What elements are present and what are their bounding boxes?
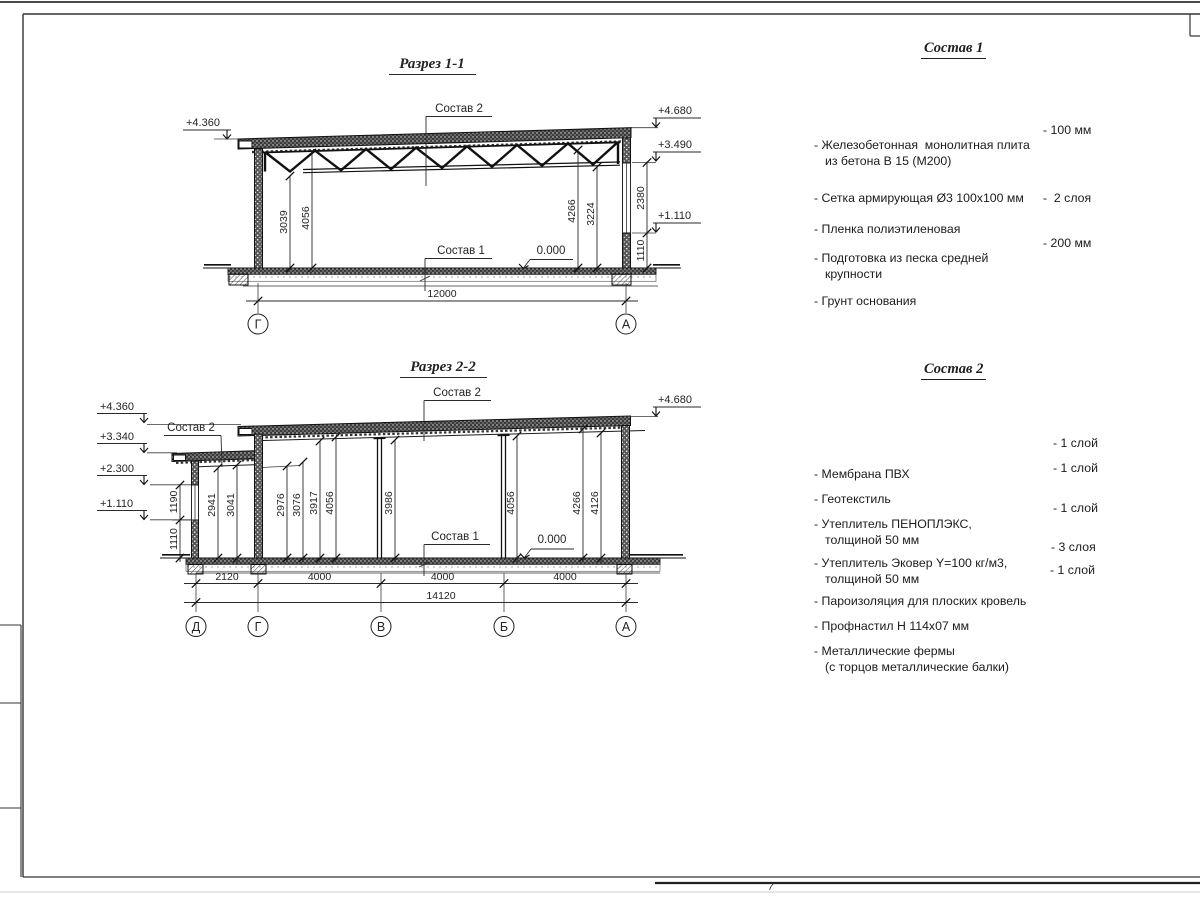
level-mark-4680-1-1 [652, 105, 701, 127]
label-sostav2-main [424, 387, 491, 441]
svg-text:+1.110: +1.110 [658, 210, 692, 222]
svg-text:4056: 4056 [324, 491, 336, 515]
svg-text:Д: Д [191, 620, 201, 634]
svg-text:3224: 3224 [585, 202, 597, 226]
axis-bubbles-2-2 [186, 617, 636, 637]
spec2-item-value: - 1 слой [1053, 501, 1098, 515]
level-mark-4680-2-2 [652, 394, 701, 416]
svg-text:3041: 3041 [225, 493, 237, 517]
spec2-item: - Утеплитель ПЕНОПЛЭКС, толщиной 50 мм [814, 517, 972, 547]
svg-text:Состав 1: Состав 1 [431, 531, 479, 543]
svg-text:+3.490: +3.490 [658, 139, 692, 151]
main-roof-2-2 [238, 416, 658, 441]
svg-text:А: А [621, 620, 631, 634]
svg-text:1190: 1190 [168, 490, 180, 514]
foundation-block [188, 565, 203, 575]
foundation-block [229, 274, 248, 285]
label-zero-level-2-2 [520, 534, 574, 558]
left-dimensions-2-2 [168, 481, 193, 562]
foundation-block [251, 565, 266, 575]
spec2-item-value: - 1 слой [1053, 461, 1098, 475]
spec2-item-value: - 1 слой [1053, 436, 1098, 450]
level-mark-1110-1-1 [632, 210, 701, 233]
svg-text:+3.340: +3.340 [100, 431, 134, 443]
svg-text:Б: Б [499, 620, 509, 634]
svg-text:4000: 4000 [430, 571, 455, 583]
bottom-dimensions-2-2 [184, 571, 638, 612]
svg-text:+2.300: +2.300 [100, 463, 134, 475]
wall-axis-g [255, 149, 263, 268]
spec1-item: - Подготовка из песка средней крупности [814, 251, 989, 281]
spec1-item: - Пленка полиэтиленовая [814, 222, 961, 236]
svg-text:2976: 2976 [275, 493, 287, 517]
spec2-item-value: - 3 слоя [1051, 540, 1096, 554]
svg-text:4056: 4056 [300, 206, 312, 230]
svg-text:+4.680: +4.680 [658, 105, 692, 117]
wall-axis-a-2-2 [622, 426, 630, 559]
level-mark-3490 [632, 139, 701, 163]
svg-text:Состав 2: Состав 2 [167, 422, 215, 434]
svg-text:4000: 4000 [553, 571, 577, 583]
svg-text:3076: 3076 [291, 493, 303, 517]
wall-axis-g-2-2 [255, 434, 263, 558]
edge-beam [174, 455, 186, 461]
spec1-item-value: - 2 слоя [1043, 191, 1092, 205]
spec1-item: - Грунт основания [814, 294, 917, 308]
svg-text:Состав 1: Состав 1 [437, 245, 485, 257]
spec1-item-value: - 100 мм [1043, 123, 1092, 137]
svg-text:3986: 3986 [383, 491, 395, 515]
floor-slab-2-2 [160, 555, 686, 574]
svg-text:В: В [376, 620, 386, 634]
spec2-item: - Пароизоляция для плоских кровель [814, 594, 1027, 608]
section-1-1-title: Разрез 1-1 [399, 56, 465, 72]
floor-slab-1-1 [203, 265, 681, 286]
svg-text:4056: 4056 [505, 491, 517, 515]
spec1-item: - Сетка армирующая Ø3 100х100 мм [814, 191, 1024, 205]
svg-text:Г: Г [254, 620, 262, 634]
svg-text:+4.360: +4.360 [100, 401, 134, 413]
svg-text:Состав 2: Состав 2 [433, 387, 481, 399]
svg-text:А: А [621, 317, 631, 332]
svg-text:2120: 2120 [215, 571, 239, 583]
spec2-item: - Геотекстиль [814, 492, 891, 506]
level-mark-4360 [183, 117, 242, 139]
svg-text:Г: Г [254, 317, 262, 332]
svg-text:1110: 1110 [635, 239, 647, 262]
svg-text:3039: 3039 [278, 210, 290, 234]
section-2-2-title: Разрез 2-2 [410, 359, 476, 375]
spec2-item: - Металлические фермы (с торцов металлические балки) [814, 644, 1009, 674]
svg-text:14120: 14120 [426, 590, 456, 602]
svg-text:4000: 4000 [307, 571, 332, 583]
spec2-item-value: - 1 слой [1050, 563, 1095, 577]
spec2-item: - Профнастил Н 114х07 мм [814, 619, 970, 633]
right-dimensions-1-1 [635, 158, 651, 272]
svg-text:3917: 3917 [308, 491, 320, 515]
svg-text:+4.360: +4.360 [186, 117, 220, 129]
svg-text:1110: 1110 [168, 528, 180, 550]
svg-text:2941: 2941 [206, 493, 218, 517]
wall-axis-a [623, 138, 631, 268]
edge-beam [239, 429, 252, 435]
frame-left-cells [0, 625, 21, 877]
svg-text:4266: 4266 [566, 199, 578, 223]
wall-axis-d [192, 461, 199, 558]
section-2-2 [97, 359, 701, 637]
roof-slab-1-1 [238, 128, 658, 152]
svg-text:0.000: 0.000 [537, 534, 567, 546]
svg-text:4126: 4126 [589, 491, 601, 515]
bottom-dimension-1-1 [246, 283, 638, 313]
svg-text:2380: 2380 [635, 186, 647, 210]
spec1-title: Состав 1 [921, 40, 986, 59]
svg-text:+1.110: +1.110 [100, 498, 134, 510]
label-zero-level-1-1 [519, 245, 573, 269]
spec2-item: - Мембрана ПВХ [814, 467, 910, 481]
axis-bubbles-1-1 [248, 314, 636, 334]
svg-text:0.000: 0.000 [536, 245, 566, 257]
foundation-block [612, 274, 631, 285]
svg-text:12000: 12000 [427, 288, 457, 300]
sheet-number: 7 [768, 882, 774, 893]
svg-text:Состав 2: Состав 2 [435, 103, 483, 115]
label-sostav2-1-1 [426, 103, 492, 186]
spec1-item: - Железобетонная монолитная плита из бетона В 15 (М200) [814, 138, 1030, 168]
spec2-title: Состав 2 [921, 361, 986, 380]
spec1-item-value: - 200 мм [1043, 236, 1092, 250]
spec2-item: - Утеплитель Эковер Y=100 кг/м3, толщиной 50 мм [814, 556, 1008, 586]
edge-beam [239, 141, 252, 148]
section-1-1 [183, 56, 701, 334]
svg-text:+4.680: +4.680 [658, 394, 692, 406]
foundation-block [617, 565, 632, 575]
svg-text:4266: 4266 [571, 491, 583, 515]
